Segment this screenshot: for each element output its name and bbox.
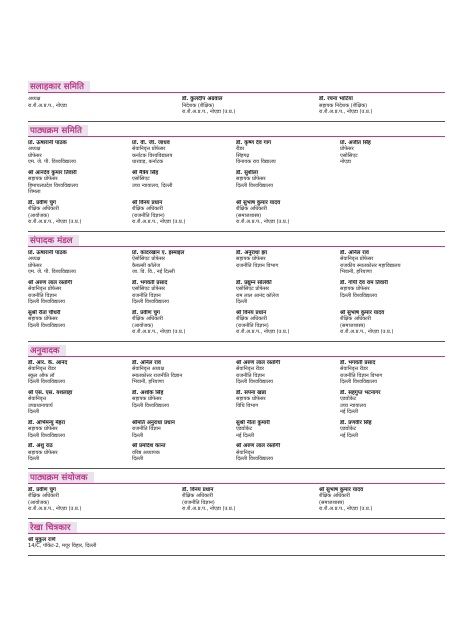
member-name: डॉ. सुशीला bbox=[236, 169, 258, 176]
member-name: श्री सुभाष कुमार यादव bbox=[319, 486, 364, 493]
member-detail: रा.शै.अ.प्र.प., नोएडा (उ.प्र.) bbox=[28, 506, 82, 512]
member-name: श्रीमति अनुराधा प्रधान bbox=[132, 419, 175, 426]
member-detail: दिल्ली विश्वविद्यालय bbox=[340, 379, 377, 385]
member-name: प्रो. कादरखान ए. इस्माइल bbox=[132, 249, 185, 256]
member-detail: शैक्षिक अधिकारी bbox=[182, 493, 213, 499]
member-detail: दिल्ली विश्वविद्यालय bbox=[28, 432, 65, 439]
member-grid bbox=[28, 140, 445, 230]
member-detail: सेवानिवृत्त bbox=[28, 396, 47, 402]
member-detail: नई दिल्ली bbox=[340, 409, 359, 415]
member-detail: सहायक प्रोफेसर bbox=[236, 176, 266, 182]
member-detail: दिल्ली विश्वविद्यालय bbox=[340, 292, 377, 299]
section-rule bbox=[28, 136, 445, 137]
member-detail: एडवोकेट bbox=[236, 426, 253, 432]
member-name: डॉ. अंशु राठ bbox=[28, 443, 53, 449]
member-detail: विनायक राव विद्यालय bbox=[236, 159, 276, 165]
credits-page bbox=[28, 78, 445, 556]
member-entry bbox=[236, 200, 334, 226]
member-entry bbox=[340, 280, 445, 306]
member-name: डॉ. प्रणवीर सिंह bbox=[340, 419, 372, 426]
member-detail: दिल्ली विश्वविद्यालय bbox=[28, 379, 65, 385]
member-entry bbox=[28, 96, 176, 116]
member-name: श्री सुभाष कुमार यादव bbox=[340, 309, 385, 316]
member-name: डॉ. कृष्ण देव गाग bbox=[236, 139, 272, 146]
section-rule bbox=[28, 246, 445, 247]
member-detail: नई दिल्ली bbox=[340, 432, 359, 439]
member-detail: राजनीति विज्ञान विभाग bbox=[236, 262, 279, 269]
member-entry bbox=[28, 280, 126, 306]
member-name: श्री आनंदेव कुमार तिवारी bbox=[28, 169, 77, 176]
member-detail: सेवानिवृत्त अध्यक्ष bbox=[132, 366, 165, 372]
member-entry bbox=[28, 310, 126, 336]
member-detail: एम. जे. पी. विश्वविद्यालय bbox=[28, 269, 76, 275]
member-name: डॉ. अनिल राव bbox=[132, 359, 161, 366]
member-detail: रा.शै.अ.प्र.प., नोएडा (उ.प्र.) bbox=[236, 329, 290, 335]
member-grid bbox=[28, 487, 445, 517]
member-entry bbox=[28, 537, 176, 550]
member-grid bbox=[28, 96, 445, 120]
member-detail: प्रोफेसर bbox=[28, 152, 42, 159]
member-name: डॉ. रचना भाटिया bbox=[319, 96, 353, 102]
member-detail: दिल्ली bbox=[28, 409, 40, 415]
member-detail: दिल्ली bbox=[132, 432, 144, 439]
member-entry bbox=[236, 420, 334, 440]
member-detail: दिल्ली विश्वविद्यालय bbox=[28, 322, 65, 329]
member-detail: रा.शै.अ.प्र.प., नोएडा bbox=[28, 102, 67, 109]
member-detail: स्कूल ऑफ लॉ bbox=[28, 372, 55, 379]
member-entry bbox=[340, 360, 445, 386]
section-title: सलाहकार समिति bbox=[28, 81, 90, 93]
section-heading bbox=[28, 125, 445, 137]
member-detail: रा.शै.अ.प्र.प., नोएडा (उ.प्र.) bbox=[132, 219, 186, 225]
member-entry bbox=[236, 250, 334, 276]
member-name: डॉ. सपना खन्ना bbox=[236, 389, 267, 396]
section-heading bbox=[28, 522, 445, 534]
member-entry bbox=[28, 390, 126, 416]
member-detail: सहायक प्रोफेसर bbox=[28, 316, 58, 322]
section-separator bbox=[28, 121, 445, 122]
member-entry bbox=[340, 310, 445, 336]
member-entry bbox=[340, 170, 445, 196]
member-detail: शैक्षिक अधिकारी bbox=[28, 206, 59, 212]
member-entry bbox=[340, 200, 445, 226]
member-detail: उपप्रधानाचार्य bbox=[28, 402, 53, 409]
member-name: डॉ. प्रवीण चुग bbox=[132, 309, 160, 316]
member-name: डॉ. अनुराधा झा bbox=[236, 249, 267, 256]
member-detail: प्रोफेसर bbox=[340, 146, 354, 152]
member-detail: अध्यक्ष bbox=[28, 96, 41, 102]
member-detail: रा.शै.अ.प्र.प., नोएडा (उ.प्र.) bbox=[28, 219, 82, 225]
member-entry bbox=[132, 250, 230, 276]
section-separator bbox=[28, 231, 445, 232]
member-detail: राम लाल आनंद कॉलेज bbox=[236, 292, 279, 299]
member-detail: उच्च न्यायालय bbox=[340, 402, 367, 409]
member-name: डॉ. कुलदीप अग्रवाल bbox=[182, 96, 223, 102]
member-detail: शैक्षिक अधिकारी bbox=[236, 316, 267, 322]
member-detail: राजनीति विज्ञान विभाग bbox=[340, 372, 383, 379]
member-entry bbox=[28, 140, 126, 166]
member-detail: दिल्ली bbox=[132, 456, 144, 462]
member-entry bbox=[28, 250, 126, 276]
member-grid bbox=[28, 360, 445, 467]
member-entry bbox=[28, 487, 176, 513]
section-heading bbox=[28, 235, 445, 247]
member-name: श्री सुभाष कुमार यादव bbox=[236, 199, 281, 206]
member-name: प्रो. वी. जी. जाधव bbox=[132, 139, 170, 146]
member-name: डॉ. प्रवीण चुग bbox=[28, 199, 56, 206]
member-detail: रा.शै.अ.प्र.प., नोएडा (उ.प्र.) bbox=[319, 109, 373, 115]
member-detail: सहायक प्रोफेसर bbox=[28, 426, 58, 432]
member-detail: सहायक प्रोफेसर bbox=[28, 449, 58, 456]
member-name: डॉ. भगवती प्रसाद bbox=[132, 279, 168, 286]
member-detail: अध्यक्ष bbox=[28, 146, 41, 152]
section-title: संपादक मंडल bbox=[28, 235, 79, 247]
section-heading bbox=[28, 345, 445, 357]
member-detail: (राजनीति विज्ञान) bbox=[182, 499, 215, 506]
member-detail: सेवानिवृत्त bbox=[236, 449, 255, 456]
member-detail: एसोसिएट प्रोफेसर bbox=[236, 286, 270, 292]
member-detail: एसोसिएट प्रोफेसर bbox=[132, 286, 166, 292]
member-entry bbox=[182, 96, 313, 116]
member-detail: नोएडा bbox=[340, 159, 352, 165]
member-detail: शैक्षिक अधिकारी bbox=[132, 316, 163, 322]
member-name: डॉ. अभिमन्यु मेहरा bbox=[28, 419, 66, 426]
section-heading bbox=[28, 81, 445, 93]
member-entry bbox=[132, 310, 230, 336]
member-detail: सहायक प्रोफेसर bbox=[236, 396, 266, 402]
member-entry bbox=[236, 390, 334, 416]
member-detail: दिल्ली विश्वविद्यालय bbox=[236, 379, 273, 385]
member-detail: एसोसिएट bbox=[132, 176, 150, 182]
member-name: सुश्री रीता चौधरी bbox=[28, 309, 61, 316]
member-detail: शैक्षिक अधिकारी bbox=[340, 316, 371, 322]
member-detail: राजकीय स्नातकोत्तर महाविद्यालय bbox=[340, 262, 401, 269]
member-detail: (आयोजक) bbox=[28, 499, 50, 506]
member-entry bbox=[236, 443, 334, 463]
member-entry bbox=[132, 170, 230, 196]
section-separator bbox=[28, 518, 445, 519]
member-detail: सेवानिवृत्त प्रोफेसर bbox=[340, 256, 374, 262]
section-separator bbox=[28, 555, 445, 556]
member-detail: रा.शै.अ.प्र.प., नोएडा (उ.प्र.) bbox=[340, 329, 394, 335]
member-detail: रा.शै.अ.प्र.प., नोएडा (उ.प्र.) bbox=[319, 506, 373, 512]
member-entry bbox=[236, 140, 334, 166]
member-detail: दिल्ली विश्वविद्यालय bbox=[132, 299, 169, 305]
member-name: डॉ. अनिल राव bbox=[340, 249, 369, 256]
member-entry bbox=[319, 96, 445, 116]
member-detail: भिवानी, हरियाणा bbox=[132, 379, 164, 385]
member-name: डॉ. भगवती प्रसाद bbox=[340, 359, 376, 366]
member-grid bbox=[28, 250, 445, 340]
member-entry bbox=[132, 420, 230, 440]
member-detail: (आयोजक) bbox=[132, 322, 154, 329]
member-name: प्रो. ऊषारानी पाठक bbox=[28, 249, 67, 256]
member-detail: दिल्ली bbox=[236, 299, 248, 305]
member-detail: शैक्षिक अधिकारी bbox=[132, 206, 163, 212]
member-name: डॉ. प्रवीण चुग bbox=[28, 486, 56, 493]
member-name: डॉ. प्रद्युम्न सोलंकी bbox=[236, 279, 272, 286]
member-detail: ऐसोसिएट प्रोफेसर bbox=[132, 256, 166, 262]
member-detail: अध्यक्ष bbox=[28, 256, 41, 262]
member-entry bbox=[236, 310, 334, 336]
member-detail: सहायक प्रोफेसर bbox=[236, 256, 266, 262]
member-entry bbox=[182, 487, 313, 513]
member-detail: एम. जे. पी. विश्वविद्यालय bbox=[28, 159, 76, 165]
member-name: डॉ. अशोक सिंह bbox=[132, 389, 164, 396]
section-heading bbox=[28, 472, 445, 484]
member-name: सुश्री नीता कुमारी bbox=[236, 419, 270, 426]
member-name: श्री विनय प्रधान bbox=[132, 199, 163, 206]
member-detail: रा.शै.अ.प्र.प., नोएडा (उ.प्र.) bbox=[182, 109, 236, 115]
section-title: पाठ्यक्रम समिति bbox=[28, 125, 88, 137]
member-detail: सहायक प्रोफेसर bbox=[340, 286, 370, 292]
section-title: रेखा चित्रकार bbox=[28, 522, 77, 534]
member-name: श्री विनय प्रधान bbox=[236, 309, 267, 316]
member-entry bbox=[28, 360, 126, 386]
member-detail: राजनीति विज्ञान bbox=[28, 292, 57, 299]
member-detail: सेवानिवृत्त रीडर bbox=[28, 366, 56, 372]
member-name: प्रो. ऊषारानी पाठक bbox=[28, 139, 67, 146]
member-detail: सिंहगढ़ bbox=[236, 152, 250, 159]
member-detail: (राजनीति विज्ञान) bbox=[236, 322, 269, 329]
member-detail: एडवोकेट bbox=[340, 426, 357, 432]
member-detail: विधि विभाग bbox=[236, 402, 259, 409]
member-detail: सेवानिवृत्त प्रोफेसर bbox=[132, 146, 166, 152]
member-detail: शिमला bbox=[28, 189, 41, 195]
member-detail: रीडर bbox=[236, 146, 245, 152]
member-detail: सहायक निदेशक (शैक्षिक) bbox=[319, 102, 368, 109]
member-detail: निदेशक (शैक्षिक) bbox=[182, 102, 215, 109]
member-detail: दिल्ली bbox=[28, 456, 40, 462]
member-detail: वरिष्ठ अध्यापक bbox=[132, 449, 160, 456]
member-name: डॉ. विनय प्रधान bbox=[182, 486, 214, 493]
member-detail: धारवाड़, कर्नाटक bbox=[132, 159, 164, 165]
member-name: श्री प्रमोदेश कान्त bbox=[132, 443, 166, 449]
member-detail: जा. वि. वि., नई दिल्ली bbox=[132, 269, 175, 275]
member-detail: शैक्षिक अधिकारी bbox=[319, 493, 350, 499]
member-detail: सहायक प्रोफेसर bbox=[28, 176, 58, 182]
member-detail: उच्च न्यायालय, दिल्ली bbox=[132, 182, 173, 189]
member-detail: राजनीति विज्ञान bbox=[236, 372, 265, 379]
section-title: पाठ्यक्रम संयोजक bbox=[28, 472, 94, 484]
member-entry bbox=[236, 360, 334, 386]
member-detail: सहायक प्रोफेसर bbox=[132, 396, 162, 402]
section-rule bbox=[28, 92, 445, 93]
member-detail: (समाजशास्त्र) bbox=[319, 499, 345, 506]
section-title: अनुवादक bbox=[28, 345, 66, 357]
member-entry bbox=[319, 487, 445, 513]
member-entry bbox=[132, 443, 230, 463]
member-detail: प्रोफेसर bbox=[28, 262, 42, 269]
member-entry bbox=[28, 443, 126, 463]
member-detail: स्नातकोत्तर राजनीति विज्ञान bbox=[132, 372, 183, 379]
member-detail: भिवानी, हरियाणा bbox=[340, 269, 372, 275]
member-name: डॉ. आर. के. आनंद bbox=[28, 359, 68, 366]
member-entry bbox=[132, 140, 230, 166]
member-name: श्री अरुण लाल रस्तोगी bbox=[28, 279, 72, 286]
member-entry bbox=[340, 390, 445, 416]
member-detail: रा.शै.अ.प्र.प., नोएडा (उ.प्र.) bbox=[182, 506, 236, 512]
member-entry bbox=[28, 420, 126, 440]
member-detail: एडवोकेट bbox=[340, 396, 357, 402]
member-detail: 14/C, पॉकेट-2, मयूर विहार, दिल्ली bbox=[28, 543, 97, 549]
member-detail: (राजनीति विज्ञान) bbox=[132, 212, 165, 219]
member-detail: दिल्ली विश्वविद्यालय bbox=[28, 299, 65, 305]
member-entry bbox=[28, 170, 126, 196]
member-entry bbox=[340, 420, 445, 440]
member-detail: सेवानिवृत्त प्रोफेसर bbox=[28, 286, 62, 292]
member-entry bbox=[132, 200, 230, 226]
member-detail: शैक्षिक अधिकारी bbox=[28, 493, 59, 499]
member-detail: राजनीति विज्ञान bbox=[132, 426, 161, 432]
section-rule bbox=[28, 483, 445, 484]
member-name: श्री एस. एस. यशलाहा bbox=[28, 389, 73, 396]
member-name: श्री मैत्रेय सिंह bbox=[132, 169, 159, 176]
member-detail: दिल्ली विश्वविद्यालय bbox=[236, 182, 273, 189]
member-entry bbox=[340, 140, 445, 166]
section-separator bbox=[28, 341, 445, 342]
member-entry bbox=[28, 200, 126, 226]
member-detail: राजनीति विज्ञान bbox=[132, 292, 161, 299]
member-entry bbox=[132, 360, 230, 386]
member-name: प्रो. अजीत सिंह bbox=[340, 139, 371, 146]
member-name: डॉ. गोपी देव राम तिवारी bbox=[340, 279, 388, 286]
member-entry bbox=[132, 390, 230, 416]
section-separator bbox=[28, 468, 445, 469]
member-detail: एसोसिएट bbox=[340, 152, 358, 159]
member-detail: दिल्ली विश्वविद्यालय bbox=[236, 456, 273, 462]
member-detail: रा.शै.अ.प्र.प., नोएडा (उ.प्र.) bbox=[132, 329, 186, 335]
member-entry bbox=[236, 170, 334, 196]
member-detail: (समाजशास्त्र) bbox=[236, 212, 262, 219]
member-detail: कैबल्सी कॉलेज bbox=[132, 262, 161, 269]
member-detail: कर्नाटक विश्वविद्यालय bbox=[132, 152, 173, 159]
member-detail: (समाजशास्त्र) bbox=[340, 322, 366, 329]
member-name: श्री अरुण लाल रस्तोगी bbox=[236, 359, 280, 366]
member-detail: सेवानिवृत्त रीडर bbox=[340, 366, 368, 372]
member-detail: (आयोजक) bbox=[28, 212, 50, 219]
member-entry bbox=[132, 280, 230, 306]
member-entry bbox=[236, 280, 334, 306]
member-grid bbox=[28, 537, 445, 554]
member-detail: रा.शै.अ.प्र.प., नोएडा (उ.प्र.) bbox=[236, 219, 290, 225]
member-detail: नई दिल्ली bbox=[236, 432, 255, 439]
member-entry bbox=[340, 250, 445, 276]
member-detail: शैक्षिक अधिकारी bbox=[236, 206, 267, 212]
member-detail: दिल्ली विश्वविद्यालय bbox=[132, 402, 169, 409]
member-name: श्री अरुण लाल रस्तोगी bbox=[236, 443, 280, 449]
member-entry bbox=[340, 443, 445, 463]
member-detail: सेवानिवृत्त रीडर bbox=[236, 366, 264, 372]
section-rule bbox=[28, 533, 445, 534]
member-name: डॉ. सहगुप्त भटनागर bbox=[340, 389, 381, 396]
member-detail: हिमाचलप्रदेश विश्वविद्यालय bbox=[28, 182, 79, 189]
member-name: श्री मुकुल राणे bbox=[28, 536, 56, 543]
section-rule bbox=[28, 356, 445, 357]
